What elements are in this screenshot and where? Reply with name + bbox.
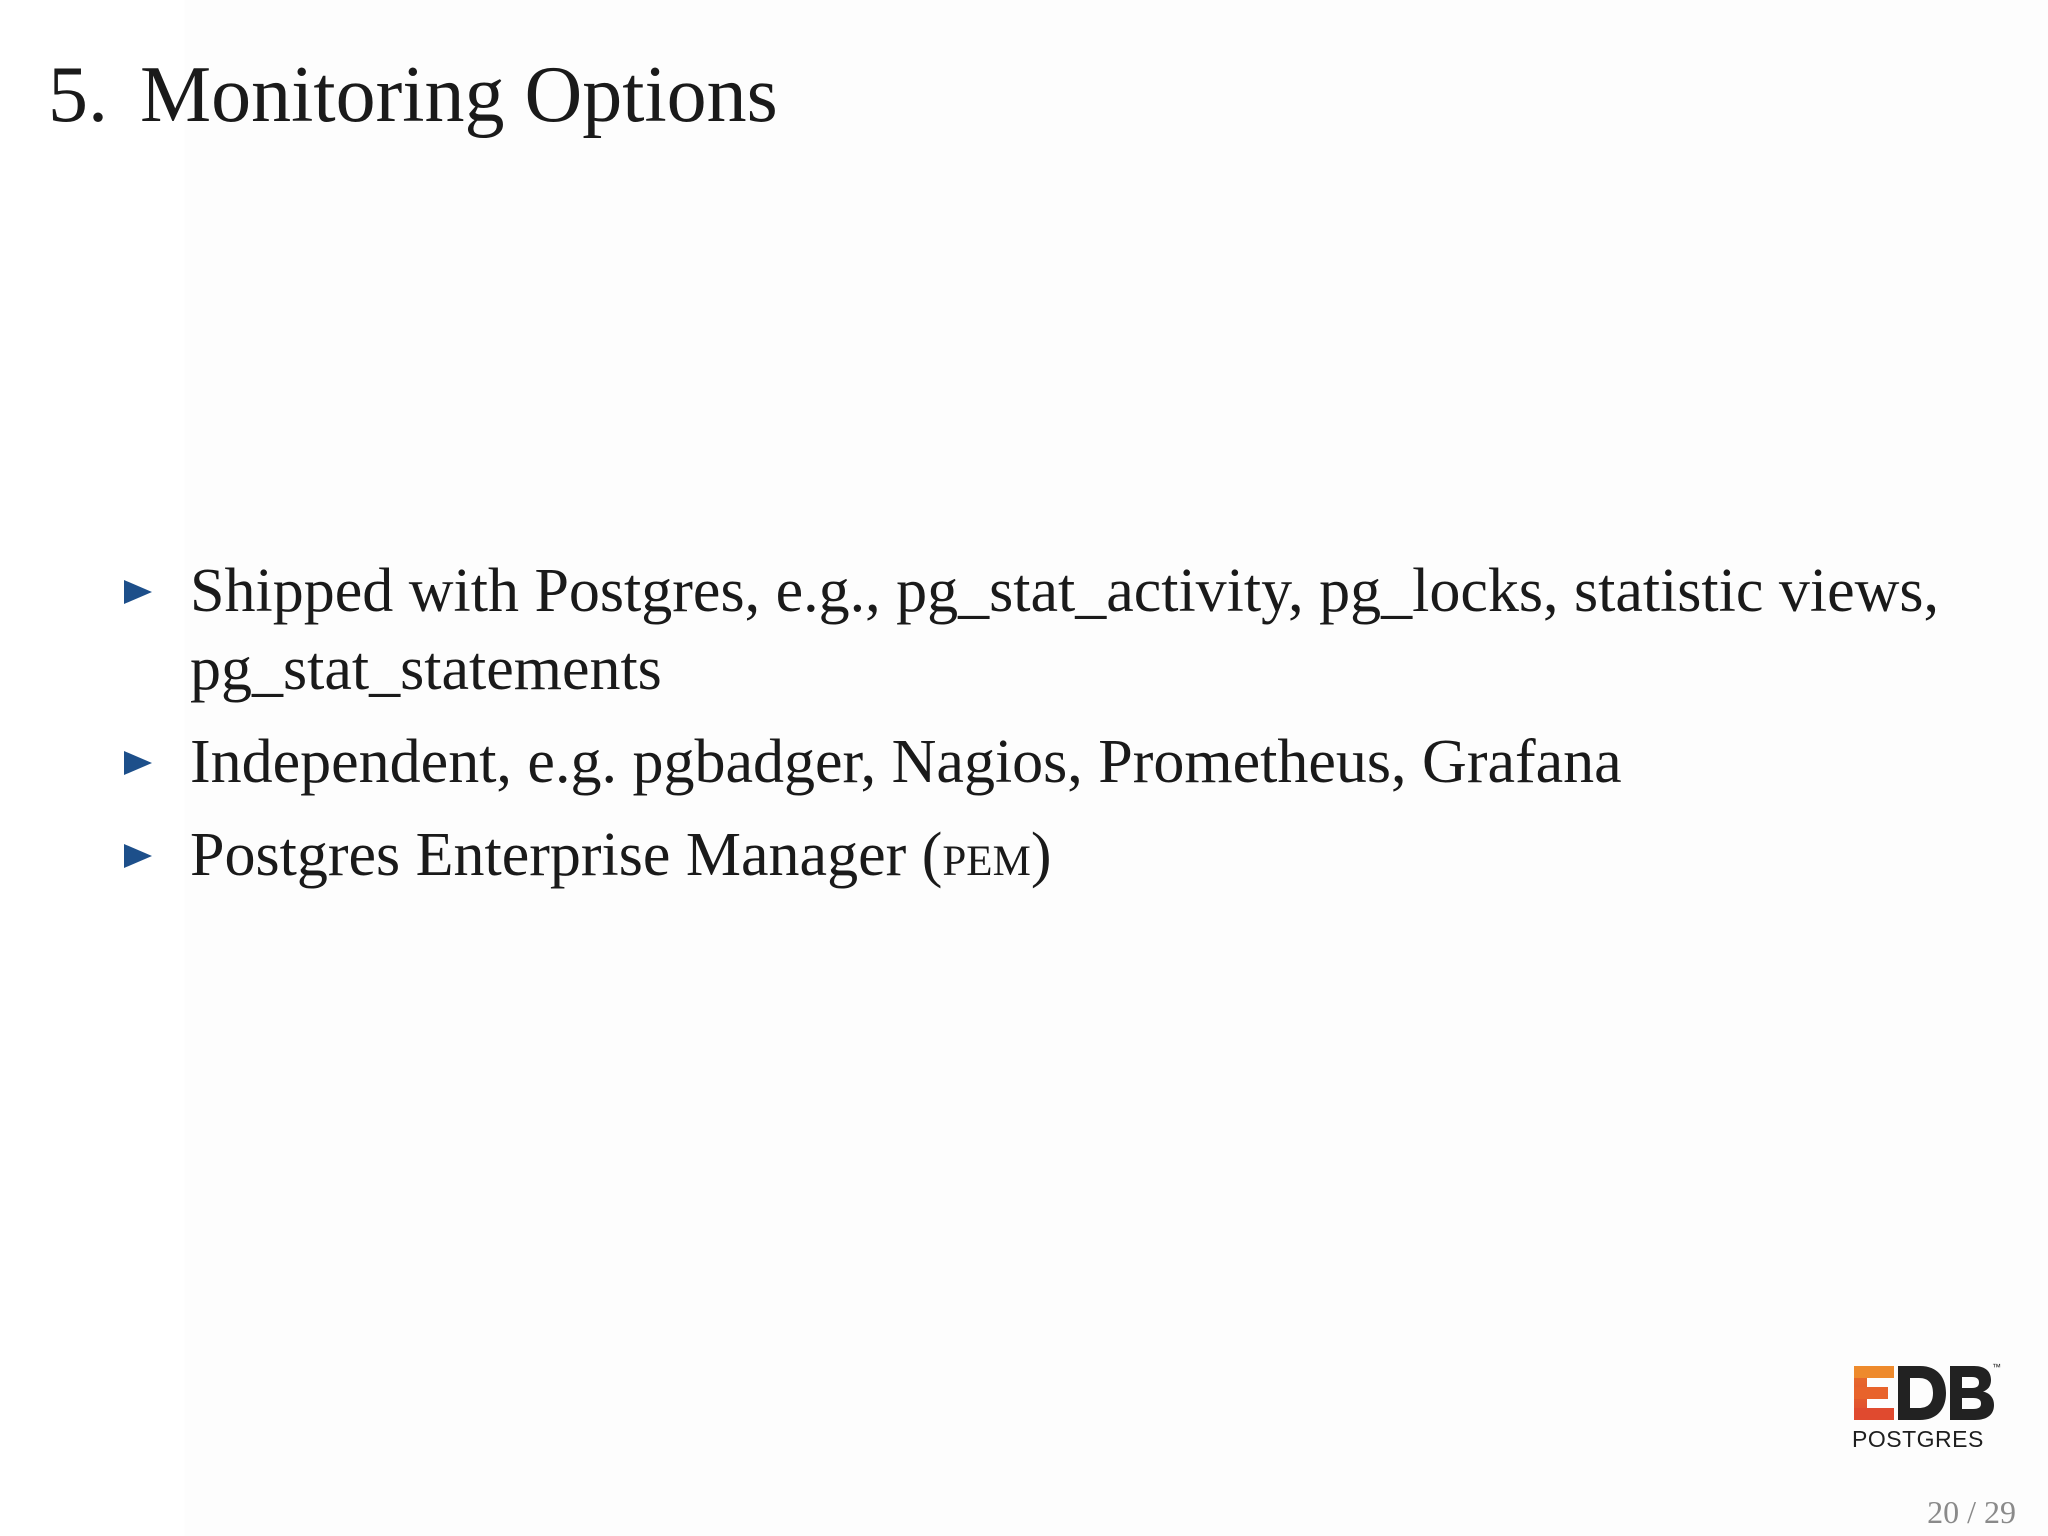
bullet-item — [124, 552, 1944, 708]
bullet-text: Shipped with Postgres, e.g., pg_stat_activity, pg_locks, statistic views, pg_stat_statements — [190, 557, 1940, 703]
triangle-bullet-icon — [124, 580, 152, 604]
bullet-list — [124, 552, 1944, 909]
page-number: 20 / 29 — [1927, 1494, 2016, 1530]
logo-wordmark: POSTGRES — [1852, 1426, 1984, 1452]
edb-postgres-logo — [1852, 1362, 2000, 1454]
bullet-text: Independent, e.g. pgbadger, Nagios, Prometheus, Grafana — [190, 728, 1622, 796]
triangle-bullet-icon — [124, 751, 152, 775]
title-text: Monitoring Options — [140, 51, 778, 139]
triangle-bullet-icon — [124, 844, 152, 868]
trademark-symbol: ™ — [1992, 1362, 2001, 1372]
bullet-text-after: ) — [1030, 821, 1052, 889]
bullet-text-before: Postgres Enterprise Manager ( — [190, 821, 943, 889]
edb-logo-mark-icon — [1852, 1362, 2000, 1424]
slide-title — [48, 40, 778, 150]
bullet-acronym: pem — [942, 821, 1031, 889]
section-number: 5. — [48, 51, 108, 139]
bullet-item — [124, 816, 1944, 894]
bullet-item — [124, 723, 1944, 801]
